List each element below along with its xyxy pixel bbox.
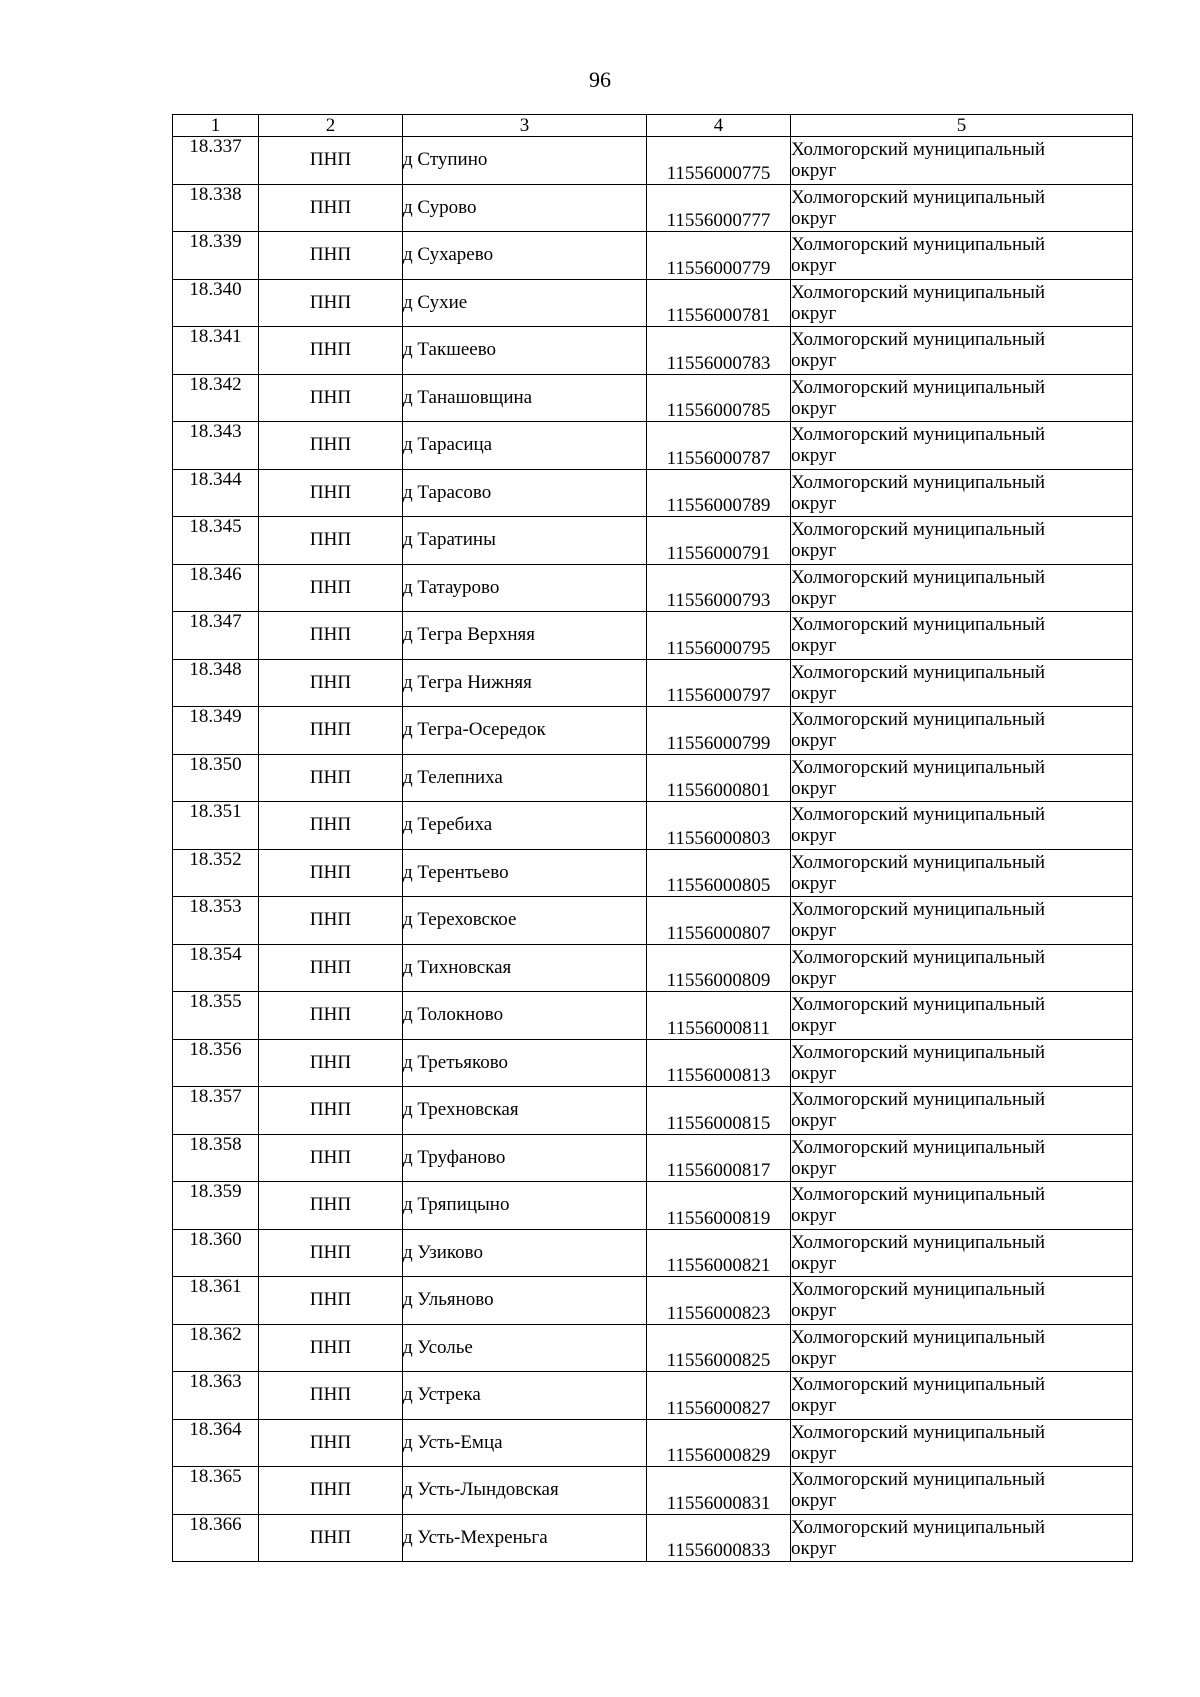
district-name-line-1: Холмогорский муниципальный [791, 1041, 1046, 1063]
district-name-line-2: округ [791, 1205, 837, 1227]
settlement-type: ПНП [259, 422, 403, 470]
district-name [791, 564, 1133, 612]
district-name [791, 1039, 1133, 1087]
settlement-name: д Усть-Мехреньга [403, 1514, 647, 1562]
district-name-line-1: Холмогорский муниципальный [791, 614, 1046, 636]
row-number: 18.352 [173, 849, 259, 897]
row-number: 18.342 [173, 374, 259, 422]
district-name [791, 849, 1133, 897]
settlement-name: д Тарасово [403, 469, 647, 517]
district-name-line-2: округ [791, 1537, 837, 1559]
settlements-table [172, 114, 1133, 1562]
district-name [791, 1087, 1133, 1135]
settlement-type: ПНП [259, 754, 403, 802]
oktmo-code: 11556000829 [647, 1419, 791, 1467]
oktmo-code: 11556000799 [647, 707, 791, 755]
settlement-type: ПНП [259, 1182, 403, 1230]
row-number: 18.349 [173, 707, 259, 755]
table-row [173, 992, 1133, 1040]
settlement-name: д Тегра Нижняя [403, 659, 647, 707]
settlement-type: ПНП [259, 1419, 403, 1467]
district-name-line-1: Холмогорский муниципальный [791, 804, 1046, 826]
district-name-line-2: округ [791, 1110, 837, 1132]
row-number: 18.344 [173, 469, 259, 517]
table-row [173, 1134, 1133, 1182]
district-name-line-1: Холмогорский муниципальный [791, 1184, 1046, 1206]
settlement-name: д Татаурово [403, 564, 647, 612]
district-name [791, 469, 1133, 517]
district-name [791, 754, 1133, 802]
table-row [173, 1514, 1133, 1562]
district-name-line-2: округ [791, 160, 837, 182]
settlement-name: д Тегра-Осередок [403, 707, 647, 755]
settlement-type: ПНП [259, 1229, 403, 1277]
district-name-line-1: Холмогорский муниципальный [791, 709, 1046, 731]
table-row [173, 754, 1133, 802]
district-name-line-2: округ [791, 207, 837, 229]
settlement-type: ПНП [259, 469, 403, 517]
district-name-line-1: Холмогорский муниципальный [791, 946, 1046, 968]
district-name [791, 1134, 1133, 1182]
oktmo-code: 11556000823 [647, 1277, 791, 1325]
district-name [791, 184, 1133, 232]
header-col-1: 1 [173, 115, 259, 137]
district-name-line-2: округ [791, 1347, 837, 1369]
row-number: 18.358 [173, 1134, 259, 1182]
table-row [173, 184, 1133, 232]
settlement-name: д Танашовщина [403, 374, 647, 422]
row-number: 18.364 [173, 1419, 259, 1467]
district-name [791, 374, 1133, 422]
settlement-type: ПНП [259, 802, 403, 850]
settlement-type: ПНП [259, 279, 403, 327]
settlement-type: ПНП [259, 564, 403, 612]
settlement-name: д Тарасица [403, 422, 647, 470]
district-name-line-2: округ [791, 350, 837, 372]
row-number: 18.351 [173, 802, 259, 850]
district-name [791, 517, 1133, 565]
settlement-type: ПНП [259, 944, 403, 992]
table-row [173, 1039, 1133, 1087]
district-name-line-2: округ [791, 825, 837, 847]
settlement-type: ПНП [259, 612, 403, 660]
table-row [173, 232, 1133, 280]
table-row [173, 374, 1133, 422]
table-row [173, 612, 1133, 660]
oktmo-code: 11556000817 [647, 1134, 791, 1182]
settlement-type: ПНП [259, 1277, 403, 1325]
page-number: 96 [589, 67, 611, 92]
row-number: 18.356 [173, 1039, 259, 1087]
district-name [791, 992, 1133, 1040]
oktmo-code: 11556000785 [647, 374, 791, 422]
settlement-name: д Тегра Верхняя [403, 612, 647, 660]
row-number: 18.357 [173, 1087, 259, 1135]
settlement-type: ПНП [259, 1039, 403, 1087]
table-row [173, 1229, 1133, 1277]
row-number: 18.350 [173, 754, 259, 802]
district-name-line-2: округ [791, 1157, 837, 1179]
district-name-line-2: округ [791, 492, 837, 514]
header-col-3: 3 [403, 115, 647, 137]
table-row [173, 659, 1133, 707]
district-name-line-1: Холмогорский муниципальный [791, 234, 1046, 256]
district-name [791, 1229, 1133, 1277]
settlement-type: ПНП [259, 1324, 403, 1372]
oktmo-code: 11556000827 [647, 1372, 791, 1420]
row-number: 18.365 [173, 1467, 259, 1515]
district-name-line-1: Холмогорский муниципальный [791, 1136, 1046, 1158]
oktmo-code: 11556000791 [647, 517, 791, 565]
district-name-line-2: округ [791, 1395, 837, 1417]
district-name [791, 944, 1133, 992]
settlement-type: ПНП [259, 1134, 403, 1182]
settlement-type: ПНП [259, 184, 403, 232]
district-name [791, 1467, 1133, 1515]
row-number: 18.354 [173, 944, 259, 992]
district-name-line-1: Холмогорский муниципальный [791, 1469, 1046, 1491]
oktmo-code: 11556000831 [647, 1467, 791, 1515]
settlement-name: д Таратины [403, 517, 647, 565]
oktmo-code: 11556000809 [647, 944, 791, 992]
district-name-line-1: Холмогорский муниципальный [791, 139, 1046, 161]
district-name-line-2: округ [791, 1252, 837, 1274]
district-name [791, 232, 1133, 280]
district-name-line-1: Холмогорский муниципальный [791, 329, 1046, 351]
district-name-line-2: округ [791, 1015, 837, 1037]
row-number: 18.353 [173, 897, 259, 945]
row-number: 18.360 [173, 1229, 259, 1277]
settlement-type: ПНП [259, 137, 403, 185]
settlement-name: д Третьяково [403, 1039, 647, 1087]
district-name-line-2: округ [791, 1300, 837, 1322]
district-name [791, 1372, 1133, 1420]
district-name-line-2: округ [791, 777, 837, 799]
settlement-name: д Усть-Лындовская [403, 1467, 647, 1515]
table-header [173, 115, 1133, 137]
table-row [173, 944, 1133, 992]
district-name-line-1: Холмогорский муниципальный [791, 1279, 1046, 1301]
district-name-line-1: Холмогорский муниципальный [791, 1231, 1046, 1253]
row-number: 18.348 [173, 659, 259, 707]
oktmo-code: 11556000819 [647, 1182, 791, 1230]
oktmo-code: 11556000781 [647, 279, 791, 327]
settlement-name: д Тереховское [403, 897, 647, 945]
table-row [173, 137, 1133, 185]
settlement-type: ПНП [259, 232, 403, 280]
settlement-name: д Ульяново [403, 1277, 647, 1325]
district-name-line-2: округ [791, 1442, 837, 1464]
district-name-line-1: Холмогорский муниципальный [791, 899, 1046, 921]
oktmo-code: 11556000825 [647, 1324, 791, 1372]
oktmo-code: 11556000787 [647, 422, 791, 470]
settlement-name: д Терентьево [403, 849, 647, 897]
settlement-name: д Устрека [403, 1372, 647, 1420]
row-number: 18.355 [173, 992, 259, 1040]
settlement-name: д Сухие [403, 279, 647, 327]
oktmo-code: 11556000789 [647, 469, 791, 517]
table-row [173, 422, 1133, 470]
settlement-name: д Тряпицыно [403, 1182, 647, 1230]
oktmo-code: 11556000795 [647, 612, 791, 660]
oktmo-code: 11556000801 [647, 754, 791, 802]
district-name [791, 327, 1133, 375]
district-name [791, 707, 1133, 755]
district-name-line-2: округ [791, 730, 837, 752]
district-name-line-2: округ [791, 967, 837, 989]
table-row [173, 279, 1133, 327]
settlement-name: д Узиково [403, 1229, 647, 1277]
district-name [791, 612, 1133, 660]
district-name-line-1: Холмогорский муниципальный [791, 566, 1046, 588]
oktmo-code: 11556000833 [647, 1514, 791, 1562]
table-row [173, 517, 1133, 565]
settlement-type: ПНП [259, 1372, 403, 1420]
district-name-line-2: округ [791, 1490, 837, 1512]
oktmo-code: 11556000811 [647, 992, 791, 1040]
row-number: 18.337 [173, 137, 259, 185]
oktmo-code: 11556000797 [647, 659, 791, 707]
table-row [173, 707, 1133, 755]
settlement-name: д Толокново [403, 992, 647, 1040]
district-name-line-1: Холмогорский муниципальный [791, 519, 1046, 541]
district-name-line-2: округ [791, 635, 837, 657]
row-number: 18.362 [173, 1324, 259, 1372]
district-name-line-2: округ [791, 255, 837, 277]
settlement-type: ПНП [259, 992, 403, 1040]
settlement-type: ПНП [259, 897, 403, 945]
district-name [791, 137, 1133, 185]
district-name-line-1: Холмогорский муниципальный [791, 1374, 1046, 1396]
oktmo-code: 11556000783 [647, 327, 791, 375]
district-name-line-1: Холмогорский муниципальный [791, 661, 1046, 683]
settlement-name: д Трехновская [403, 1087, 647, 1135]
settlement-name: д Труфаново [403, 1134, 647, 1182]
district-name-line-2: округ [791, 682, 837, 704]
oktmo-code: 11556000807 [647, 897, 791, 945]
district-name-line-2: округ [791, 445, 837, 467]
table-row [173, 1372, 1133, 1420]
district-name-line-1: Холмогорский муниципальный [791, 281, 1046, 303]
settlement-name: д Такшеево [403, 327, 647, 375]
settlement-type: ПНП [259, 1087, 403, 1135]
settlement-type: ПНП [259, 1514, 403, 1562]
district-name-line-2: округ [791, 920, 837, 942]
district-name [791, 802, 1133, 850]
settlement-type: ПНП [259, 517, 403, 565]
table-row [173, 469, 1133, 517]
district-name [791, 422, 1133, 470]
district-name-line-1: Холмогорский муниципальный [791, 376, 1046, 398]
oktmo-code: 11556000803 [647, 802, 791, 850]
district-name [791, 279, 1133, 327]
header-col-5: 5 [791, 115, 1133, 137]
district-name-line-1: Холмогорский муниципальный [791, 424, 1046, 446]
district-name [791, 1419, 1133, 1467]
row-number: 18.346 [173, 564, 259, 612]
settlement-name: д Сухарево [403, 232, 647, 280]
settlement-type: ПНП [259, 707, 403, 755]
settlement-name: д Тихновская [403, 944, 647, 992]
header-col-2: 2 [259, 115, 403, 137]
table-row [173, 564, 1133, 612]
oktmo-code: 11556000821 [647, 1229, 791, 1277]
table-row [173, 1324, 1133, 1372]
district-name [791, 897, 1133, 945]
district-name [791, 1182, 1133, 1230]
settlement-name: д Сурово [403, 184, 647, 232]
table-row [173, 1467, 1133, 1515]
settlement-name: д Ступино [403, 137, 647, 185]
district-name-line-1: Холмогорский муниципальный [791, 471, 1046, 493]
row-number: 18.366 [173, 1514, 259, 1562]
settlement-type: ПНП [259, 374, 403, 422]
oktmo-code: 11556000793 [647, 564, 791, 612]
table-row [173, 849, 1133, 897]
settlement-name: д Усолье [403, 1324, 647, 1372]
oktmo-code: 11556000805 [647, 849, 791, 897]
district-name-line-1: Холмогорский муниципальный [791, 851, 1046, 873]
district-name-line-1: Холмогорский муниципальный [791, 756, 1046, 778]
row-number: 18.345 [173, 517, 259, 565]
table-row [173, 1182, 1133, 1230]
district-name [791, 1324, 1133, 1372]
district-name-line-2: округ [791, 1062, 837, 1084]
table-row [173, 327, 1133, 375]
settlement-name: д Усть-Емца [403, 1419, 647, 1467]
table-row [173, 802, 1133, 850]
district-name-line-2: округ [791, 872, 837, 894]
row-number: 18.343 [173, 422, 259, 470]
oktmo-code: 11556000777 [647, 184, 791, 232]
settlement-name: д Теребиха [403, 802, 647, 850]
row-number: 18.341 [173, 327, 259, 375]
oktmo-code: 11556000775 [647, 137, 791, 185]
header-row [173, 115, 1133, 137]
settlement-name: д Телепниха [403, 754, 647, 802]
settlement-type: ПНП [259, 849, 403, 897]
district-name-line-1: Холмогорский муниципальный [791, 1326, 1046, 1348]
district-name-line-2: округ [791, 587, 837, 609]
settlement-type: ПНП [259, 327, 403, 375]
district-name-line-1: Холмогорский муниципальный [791, 1516, 1046, 1538]
district-name-line-2: округ [791, 302, 837, 324]
row-number: 18.347 [173, 612, 259, 660]
oktmo-code: 11556000779 [647, 232, 791, 280]
settlement-type: ПНП [259, 1467, 403, 1515]
row-number: 18.339 [173, 232, 259, 280]
settlement-type: ПНП [259, 659, 403, 707]
table-row [173, 897, 1133, 945]
table-row [173, 1419, 1133, 1467]
row-number: 18.361 [173, 1277, 259, 1325]
district-name-line-1: Холмогорский муниципальный [791, 994, 1046, 1016]
district-name-line-1: Холмогорский муниципальный [791, 186, 1046, 208]
table-row [173, 1277, 1133, 1325]
row-number: 18.340 [173, 279, 259, 327]
table-body [173, 137, 1133, 1562]
district-name [791, 1277, 1133, 1325]
district-name [791, 1514, 1133, 1562]
row-number: 18.363 [173, 1372, 259, 1420]
district-name-line-2: округ [791, 540, 837, 562]
table-row [173, 1087, 1133, 1135]
header-col-4: 4 [647, 115, 791, 137]
row-number: 18.338 [173, 184, 259, 232]
row-number: 18.359 [173, 1182, 259, 1230]
district-name-line-1: Холмогорский муниципальный [791, 1421, 1046, 1443]
district-name [791, 659, 1133, 707]
oktmo-code: 11556000813 [647, 1039, 791, 1087]
district-name-line-1: Холмогорский муниципальный [791, 1089, 1046, 1111]
oktmo-code: 11556000815 [647, 1087, 791, 1135]
district-name-line-2: округ [791, 397, 837, 419]
